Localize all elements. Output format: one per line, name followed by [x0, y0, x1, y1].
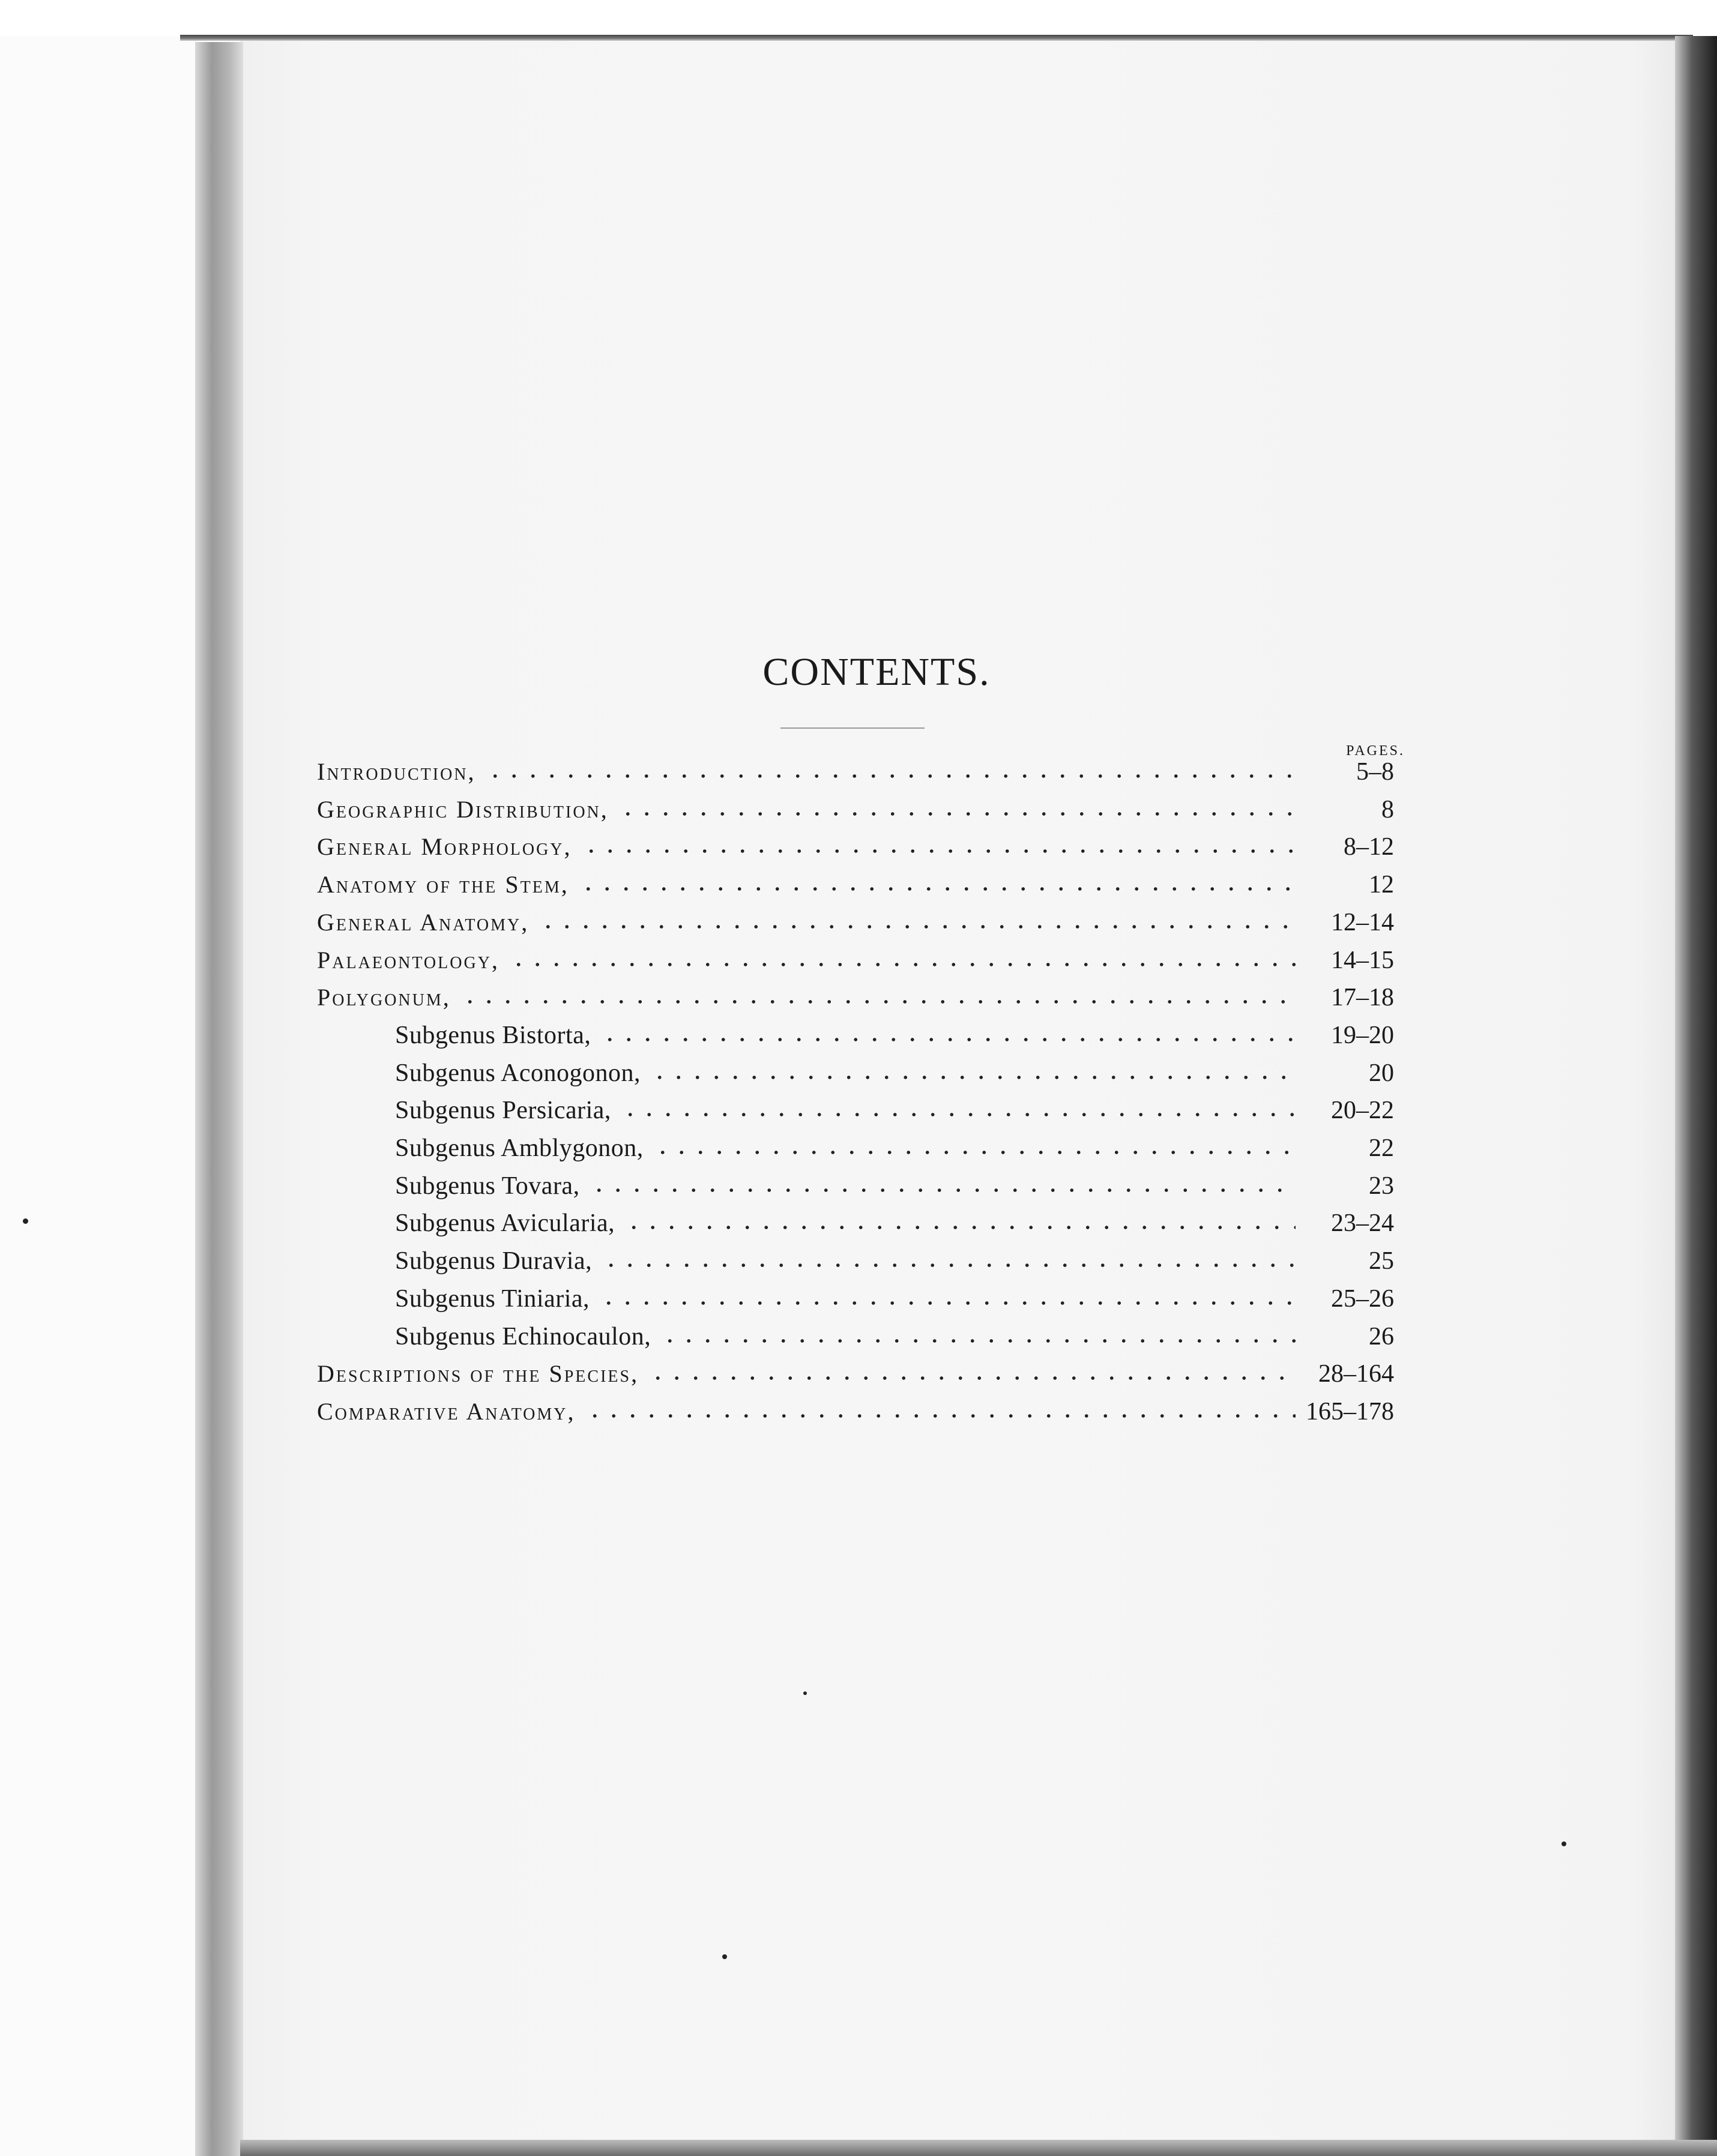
- toc-entry: [395, 1322, 1394, 1360]
- toc-entry: [317, 908, 1394, 945]
- toc-entry: [317, 833, 1394, 870]
- dot-leader: [509, 962, 1296, 967]
- dot-leader: [618, 812, 1296, 816]
- toc-entry-pages: 17–18: [1331, 984, 1394, 1011]
- toc-entry: [395, 1134, 1394, 1171]
- toc-entry: [317, 1360, 1394, 1397]
- toc-entry-label: Polygonum,: [317, 984, 451, 1011]
- dot-leader: [650, 1075, 1296, 1080]
- dot-leader: [621, 1112, 1296, 1117]
- toc-entry: [395, 1284, 1394, 1322]
- toc-entry-pages: 12–14: [1331, 909, 1394, 936]
- toc-entry: [395, 1059, 1394, 1096]
- toc-entry: [317, 757, 1394, 795]
- dot-leader: [486, 774, 1296, 778]
- toc-entry-pages: 22: [1369, 1134, 1394, 1162]
- toc-entry-label: Palaeontology,: [317, 947, 499, 974]
- toc-entry-pages: 23: [1369, 1172, 1394, 1200]
- toc-entry-label: Anatomy of the Stem,: [317, 871, 569, 898]
- toc-entry-label: Geographic Distribution,: [317, 796, 609, 823]
- toc-entry-pages: 23–24: [1331, 1209, 1394, 1237]
- toc-entry-pages: 25: [1369, 1247, 1394, 1275]
- toc-entry: [317, 870, 1394, 908]
- toc-entry: [395, 1096, 1394, 1133]
- toc-entry-pages: 19–20: [1331, 1022, 1394, 1049]
- page-title: CONTENTS.: [762, 650, 991, 694]
- toc-entry-label: Descriptions of the Species,: [317, 1360, 639, 1387]
- dot-leader: [582, 849, 1296, 854]
- dot-leader: [539, 924, 1296, 929]
- toc-entry-label: General Anatomy,: [317, 909, 530, 936]
- dot-leader: [602, 1263, 1296, 1268]
- toc-entry: [395, 1021, 1394, 1058]
- toc-entry-pages: 165–178: [1306, 1398, 1394, 1426]
- toc-entry-label: Subgenus Bistorta,: [395, 1022, 591, 1049]
- dot-leader: [653, 1150, 1296, 1155]
- toc-entry-label: Subgenus Persicaria,: [395, 1097, 611, 1124]
- toc-entry-pages: 8–12: [1344, 833, 1394, 861]
- toc-entry-label: Subgenus Tiniaria,: [395, 1285, 590, 1313]
- toc-entry-pages: 8: [1381, 796, 1394, 824]
- toc-entry-label: Subgenus Amblygonon,: [395, 1134, 644, 1162]
- toc-entry-label: Comparative Anatomy,: [317, 1398, 576, 1425]
- dot-leader: [660, 1338, 1296, 1343]
- toc-entry-pages: 26: [1369, 1323, 1394, 1351]
- toc-entry-label: General Morphology,: [317, 833, 572, 860]
- toc-entry: [317, 946, 1394, 983]
- toc-entry-label: Subgenus Tovara,: [395, 1172, 580, 1200]
- pages-column-header: PAGES.: [1346, 743, 1405, 759]
- toc-entry: [395, 1247, 1394, 1284]
- toc-entry: [395, 1209, 1394, 1246]
- toc-entry-pages: 28–164: [1318, 1360, 1394, 1388]
- toc-entry-pages: 20: [1369, 1059, 1394, 1087]
- dot-leader: [624, 1225, 1296, 1230]
- toc-entry-label: Subgenus Avicularia,: [395, 1209, 615, 1237]
- dot-leader: [600, 1037, 1296, 1042]
- dot-leader: [585, 1414, 1296, 1418]
- toc-entry-label: Subgenus Duravia,: [395, 1247, 593, 1275]
- toc-entry-pages: 12: [1369, 871, 1394, 899]
- dot-leader: [460, 999, 1296, 1004]
- toc-entry: [395, 1172, 1394, 1209]
- dot-leader: [590, 1188, 1296, 1193]
- toc-entry: [317, 795, 1394, 833]
- toc-entry-pages: 25–26: [1331, 1285, 1394, 1313]
- toc-entry-pages: 5–8: [1356, 758, 1394, 786]
- dot-leader: [599, 1301, 1296, 1305]
- toc-entry-label: Introduction,: [317, 758, 476, 785]
- toc-entry-pages: 20–22: [1331, 1097, 1394, 1124]
- toc-entry: [317, 983, 1394, 1020]
- toc-entry-label: Subgenus Aconogonon,: [395, 1059, 641, 1087]
- toc-entry: [317, 1397, 1394, 1435]
- dot-leader: [648, 1376, 1296, 1381]
- toc-entry-pages: 14–15: [1331, 947, 1394, 974]
- dot-leader: [579, 887, 1296, 891]
- toc-entry-label: Subgenus Echinocaulon,: [395, 1323, 651, 1351]
